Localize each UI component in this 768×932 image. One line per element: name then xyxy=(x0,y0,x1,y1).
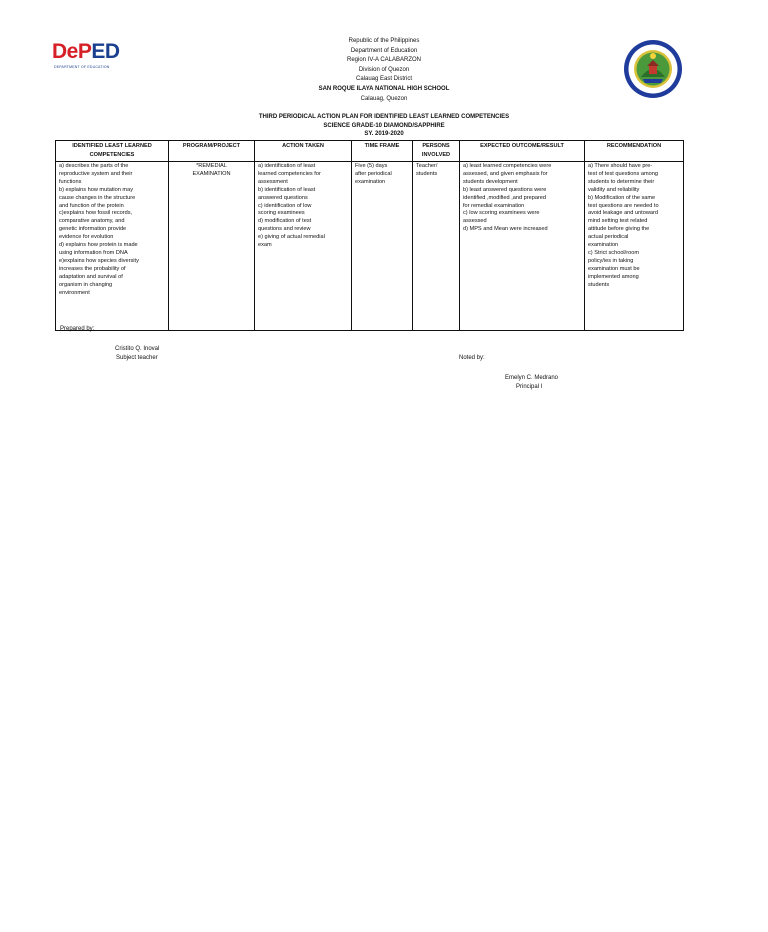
cell-line: assessment xyxy=(258,178,288,185)
cell-line: examination xyxy=(355,178,386,185)
cell-line: assessed, and given emphasis for xyxy=(463,170,548,177)
header-line: Department of Education xyxy=(350,47,418,54)
column-header: IDENTIFIED LEAST LEARNED COMPETENCIES xyxy=(56,141,169,162)
title-line-2: SCIENCE GRADE-10 DIAMOND/SAPPHIRE xyxy=(323,122,445,129)
cell-line: a) least learned competencies were xyxy=(463,163,552,169)
cell-line: d) explains how protein is made xyxy=(59,242,138,249)
outcome-cell xyxy=(460,162,585,331)
cell-line: and function of the protein xyxy=(59,202,124,209)
cell-line: assessed xyxy=(463,218,487,225)
cell-line: students xyxy=(588,281,610,288)
cell-line: c) low scoring examinees were xyxy=(463,210,540,217)
cell-line: evidence for evolution xyxy=(59,234,114,241)
cell-line: cause changes in the structure xyxy=(59,194,136,201)
header-line: Division of Quezon xyxy=(358,66,410,73)
cell-line: comparative anatomy, and xyxy=(59,218,125,225)
document-header xyxy=(184,37,584,104)
cell-line: b) least answered questions were xyxy=(463,186,547,193)
column-header: ACTION TAKEN xyxy=(255,141,352,162)
cell-line: students development xyxy=(463,178,518,185)
school-name: SAN ROQUE ILAYA NATIONAL HIGH SCHOOL xyxy=(318,85,450,92)
cell-line: c)explains how fossil records, xyxy=(59,210,133,217)
persons-cell xyxy=(413,162,460,331)
cell-line: test questions are needed to xyxy=(588,202,659,209)
cell-line: scoring examinees xyxy=(258,210,305,217)
cell-line: d) MPS and Mean were increased xyxy=(463,226,548,233)
cell-line: e)explains how species diversity xyxy=(59,257,139,264)
cell-line: examination xyxy=(588,242,619,249)
recommendation-cell xyxy=(585,162,684,331)
cell-line: c) Strict school/room xyxy=(588,249,639,256)
cell-line: answered questions xyxy=(258,194,308,201)
cell-line: Teacher/ xyxy=(416,163,438,169)
cell-line: d) modification of test xyxy=(258,218,312,225)
cell-line: adaptation and survival of xyxy=(59,273,123,280)
cell-line: organism in changing xyxy=(59,281,113,288)
timeframe-cell xyxy=(352,162,413,331)
cell-line: exam xyxy=(258,242,272,249)
cell-line: mind setting test related xyxy=(588,218,648,225)
column-header: EXPECTED OUTCOME/RESULT xyxy=(460,141,585,162)
header-line: Republic of the Philippines xyxy=(348,38,420,44)
cell-line: policy/ies in taking xyxy=(588,257,634,264)
cell-line: examination must be xyxy=(588,265,640,272)
cell-line: actual periodical xyxy=(588,234,629,241)
cell-line: students xyxy=(416,170,438,177)
cell-line: after periodical xyxy=(355,170,392,177)
header-line: Calauag East District xyxy=(355,76,413,83)
cell-line: a) describes the parts of the xyxy=(59,163,129,169)
cell-line: EXAMINATION xyxy=(192,170,231,177)
cell-line: Five (5) days xyxy=(355,163,388,169)
cell-line: *REMEDIAL xyxy=(196,163,227,169)
cell-line: attitude before giving the xyxy=(588,226,650,233)
header-line: Region IV-A CALABARZON xyxy=(346,57,422,64)
cell-line: test of test questions among xyxy=(588,170,658,177)
cell-line: validity and reliability xyxy=(588,186,640,193)
competencies-cell xyxy=(56,162,169,331)
cell-line: questions and review xyxy=(258,226,311,233)
cell-line: c) identification of low xyxy=(258,202,312,209)
column-header: RECOMMENDATION xyxy=(585,141,684,162)
cell-line: a) There should have pre- xyxy=(588,163,653,169)
cell-line: environment xyxy=(59,289,90,296)
title-line-3: SY. 2019-2020 xyxy=(364,131,404,137)
column-header: PROGRAM/PROJECT xyxy=(169,141,255,162)
table-header-row xyxy=(56,141,684,162)
noter-title: Principal I xyxy=(516,384,543,390)
preparer-name: Cristito Q. Inoval xyxy=(115,346,160,352)
cell-line: identified ,modified ,and prepared xyxy=(463,194,547,201)
column-header: TIME FRAME xyxy=(352,141,413,162)
title-line-1: THIRD PERIODICAL ACTION PLAN FOR IDENTIFIED LEAST LEARNED COMPETENCIES xyxy=(258,114,510,120)
cell-line: students to determine their xyxy=(588,178,655,185)
noter-name: Emelyn C. Medrano xyxy=(505,375,559,381)
cell-line: b) Modification of the same xyxy=(588,194,656,201)
cell-line: increases the probability of xyxy=(59,265,126,272)
preparer-title: Subject teacher xyxy=(116,355,158,361)
program-cell xyxy=(169,162,255,331)
column-header: PERSONS INVOLVED xyxy=(413,141,460,162)
cell-line: for remedial examination xyxy=(463,202,525,209)
cell-line: genetic information provide xyxy=(59,226,127,233)
cell-line: b) explains how mutation may xyxy=(59,186,133,193)
cell-line: avoid leakage and untoward xyxy=(588,210,658,217)
deped-logo: DePED DEPARTMENT OF EDUCATION xyxy=(52,40,120,69)
school-location: Calauag, Quezon xyxy=(360,95,408,102)
table-row xyxy=(56,162,684,331)
school-seal-logo xyxy=(623,39,683,99)
cell-line: using information from DNA xyxy=(59,249,128,256)
action-cell xyxy=(255,162,352,331)
prepared-by-label: Prepared by: xyxy=(60,326,95,332)
cell-line: b) identification of least xyxy=(258,186,316,193)
cell-line: learned competencies for xyxy=(258,170,321,177)
cell-line: implemented among xyxy=(588,273,639,280)
document-title xyxy=(184,113,584,139)
cell-line: e) giving of actual remedial xyxy=(258,234,325,241)
cell-line: a) identification of least xyxy=(258,163,316,169)
cell-line: reproductive system and their xyxy=(59,170,133,177)
cell-line: functions xyxy=(59,178,82,185)
noted-by-label: Noted by: xyxy=(459,355,485,361)
action-plan-table xyxy=(55,140,684,331)
